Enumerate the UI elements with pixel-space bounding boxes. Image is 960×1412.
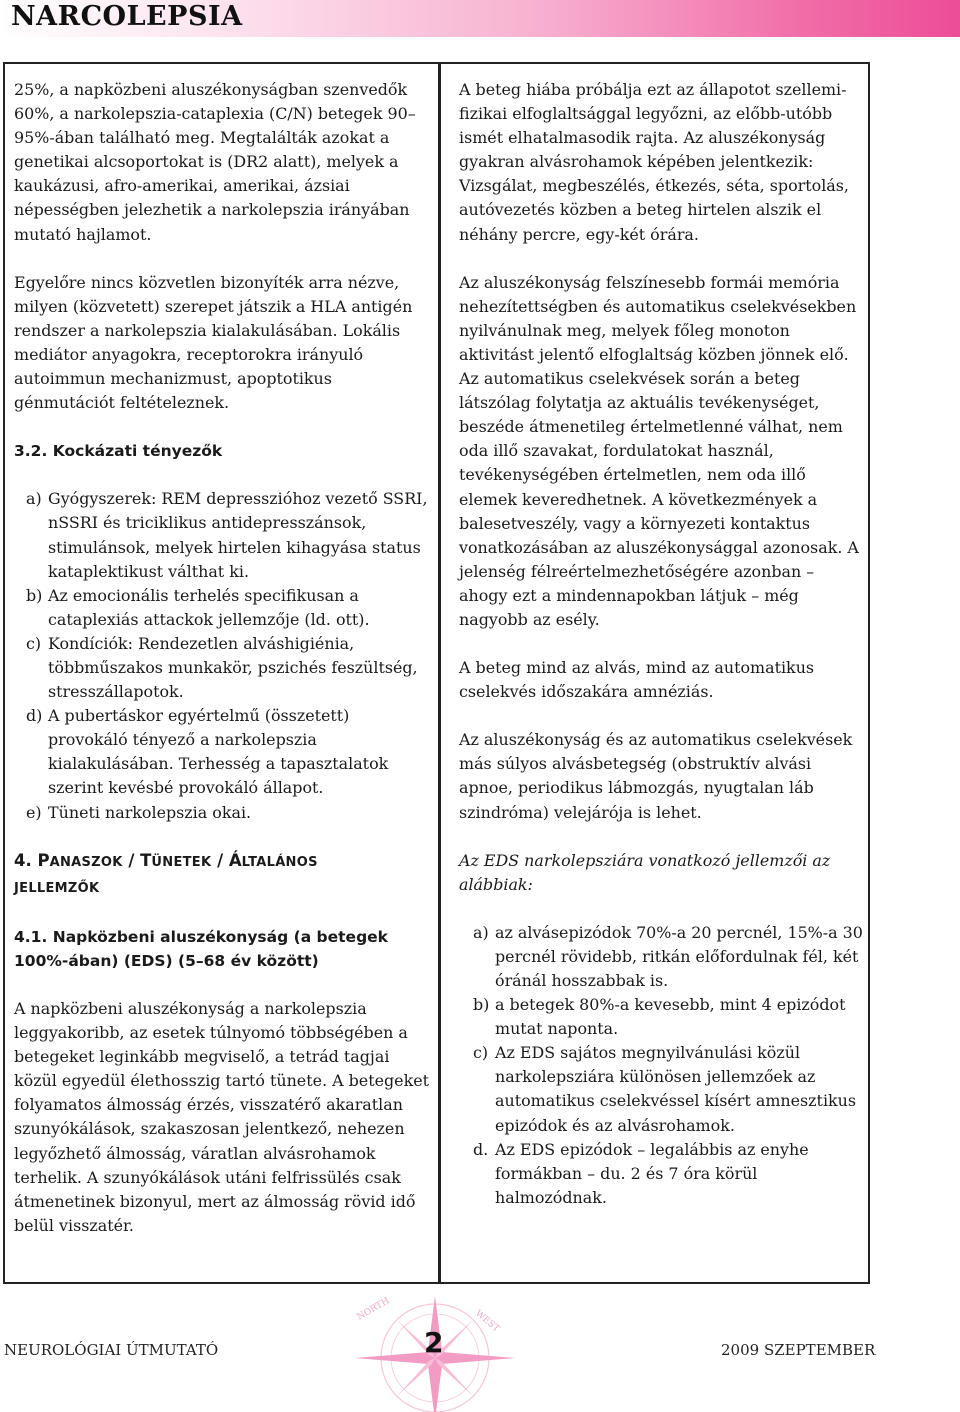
- heading-rest: LTALÁNOS: [241, 854, 318, 870]
- heading-rest: ÜNETEK: [151, 854, 212, 870]
- list-marker: a): [473, 922, 489, 942]
- section-heading-4-1: 4.1. Napközbeni aluszékonyság (a betegek 100%-ában) (EDS) (5–68 év között): [14, 927, 388, 970]
- page-number: 2: [424, 1326, 444, 1359]
- list-marker: e): [26, 802, 42, 822]
- left-column: [14, 78, 432, 1238]
- list-item-text: Az EDS sajátos megnyilvánulási közül narkolepsziára különösen jellemzőek az automatikus cselekvéssel kísért amnesztikus epizódok és az alvásrohamok.: [495, 1043, 857, 1135]
- risk-factor-list: [14, 487, 432, 824]
- section-heading-3-2: 3.2. Kockázati tényezők: [14, 442, 223, 461]
- heading-cap: T: [140, 850, 152, 870]
- heading-rest: ANASZOK: [49, 854, 123, 870]
- list-marker: c): [473, 1043, 489, 1063]
- list-marker: d.: [473, 1139, 489, 1159]
- heading-rest: JELLEMZŐK: [14, 880, 100, 896]
- list-marker: d): [26, 706, 43, 726]
- list-item-text: a betegek 80%-a kevesebb, mint 4 epizódot mutat naponta.: [495, 995, 846, 1039]
- heading-number: 4.: [14, 850, 38, 870]
- paragraph: 25%, a napközbeni aluszékonyságban szenvedők 60%, a narkolepszia-cataplexia (C/N) betegek 90–95%-ában található meg. Megtalálták azokat a genetikai alcsoportokat is (DR2 alatt), melyek a kaukázusi, afro-amerikai, amerikai, ázsiai népességben jelezhetik a narkolepszia irányában mutató hajlamot.: [14, 80, 416, 244]
- heading-cap: P: [37, 850, 50, 870]
- list-item: [14, 584, 432, 632]
- seal-lettering: NORTH: [355, 1296, 392, 1323]
- list-marker: a): [26, 489, 42, 509]
- paragraph: Egyelőre nincs közvetlen bizonyíték arra nézve, milyen (közvetett) szerepet játszik a HLA antigén rendszer a narkolepszia kialakulásában. Lokális mediátor anyagokra, receptorokra irányuló autoimmun mechanizmust, apoptotikus génmutációt feltételeznek.: [14, 272, 413, 413]
- list-item: [14, 704, 432, 800]
- heading-sep: /: [211, 850, 229, 870]
- paragraph: A beteg hiába próbálja ezt az állapotot szellemi-fizikai elfoglaltsággal legyőzni, az előbb-utóbb ismét elhatalmasodik rajta. Az aluszékonyság gyakran alvásrohamok képében jelentkezik: Vizsgálat, megbeszélés, étkezés, séta, sportolás, autóvezetés közben a beteg hirtelen alszik el néhány percre, egy-két órára.: [459, 80, 849, 244]
- list-item-text: az alvásepizódok 70%-a 20 percnél, 15%-a 30 percnél rövidebb, ritkán előfordulnak fél, két óránál hosszabbak is.: [495, 922, 863, 990]
- list-item: [459, 993, 864, 1041]
- list-marker: b): [473, 995, 490, 1015]
- two-column-frame: [3, 62, 870, 1284]
- eds-characteristics-list: [459, 921, 864, 1210]
- heading-sep: /: [122, 850, 141, 870]
- paragraph: A napközbeni aluszékonyság a narkolepszia leggyakoribb, az esetek túlnyomó többségében a betegeket leginkább megviselő, a tetrád tagjai közül egyedül élethosszig tartó tünete. A betegeket folyamatos álmosság érzés, visszatérő akaratlan szunyókálások, szakaszosan jelentkező, nehezen legyőzhető álmosság, váratlan alvásrohamok terhelik. A szunyókálások utáni felfrissülés csak átmenetinek bizonyul, mert az álmosság rövid idő belül visszatér.: [14, 999, 429, 1235]
- list-item-text: Az emocionális terhelés specifikusan a cataplexiás attackok jellemzője (ld. ott).: [48, 585, 370, 629]
- paragraph: Az aluszékonyság felszínesebb formái memória nehezítettségben és automatikus cselekvésekben nyilvánulnak meg, melyek főleg monoton aktivitást jelentő elfoglaltság közben jönnek elő. Az automatikus cselekvések során a beteg látszólag folytatja az aktuális tevékenységet, beszéde átmenetileg értelmetlenné válhat, nem oda illő szavakat, fordulatokat használ, tevékenységében értelmetlen, nem oda illő elemek keveredhetnek. A következmények a balesetveszély, vagy a környezeti kontaktus vonatkozásában az aluszékonysággal azonosak. A jelenség félreértelmezhetőségére azonban – ahogy ezt a mindennapokban látjuk – még nagyobb az esély.: [459, 272, 859, 629]
- list-item-text: Kondíciók: Rendezetlen alváshigiénia, többműszakos munkakör, pszichés feszültség, stresszállapotok.: [48, 633, 418, 702]
- list-marker: b): [26, 585, 43, 605]
- list-item: [459, 1041, 864, 1137]
- list-item-text: Tüneti narkolepszia okai.: [48, 802, 252, 822]
- right-column: [459, 78, 864, 1210]
- section-heading-4: [14, 849, 432, 901]
- page-header: [0, 0, 960, 37]
- footer-publication: NEUROLÓGIAI ÚTMUTATÓ: [4, 1341, 219, 1359]
- page-title: NARCOLEPSIA: [11, 1, 243, 32]
- list-item: [459, 921, 864, 993]
- paragraph: Az aluszékonyság és az automatikus cselekvések más súlyos alvásbetegség (obstruktív alvási apnoe, periodikus lábmozgás, nyugtalan láb szindróma) velejárója is lehet.: [459, 730, 853, 822]
- list-item: [14, 487, 432, 583]
- seal-lettering: WEST: [473, 1308, 501, 1335]
- italic-intro: Az EDS narkolepsziára vonatkozó jellemzői az alábbiak:: [459, 850, 831, 894]
- paragraph: A beteg mind az alvás, mind az automatikus cselekvés időszakára amnéziás.: [459, 658, 815, 702]
- list-item: [14, 632, 432, 704]
- list-marker: c): [26, 633, 42, 653]
- list-item-text: Gyógyszerek: REM depresszióhoz vezető SSRI, nSSRI és triciklikus antidepresszánsok, stimulánsok, melyek hirtelen kihagyása status kataplektikust válthat ki.: [48, 489, 428, 581]
- list-item-text: A pubertáskor egyértelmű (összetett) provokáló tényező a narkolepszia kialakulásában. Terhesség a tapasztalatok szerint kevésbé provokáló állapot.: [48, 706, 389, 798]
- list-item: [459, 1138, 864, 1210]
- footer-date: 2009 SZEPTEMBER: [721, 1341, 876, 1359]
- heading-cap: Á: [228, 850, 242, 870]
- list-item: [14, 801, 432, 825]
- list-item-text: Az EDS epizódok – legalábbis az enyhe formákban – du. 2 és 7 óra körül halmozódnak.: [495, 1139, 809, 1207]
- column-divider: [438, 64, 441, 1282]
